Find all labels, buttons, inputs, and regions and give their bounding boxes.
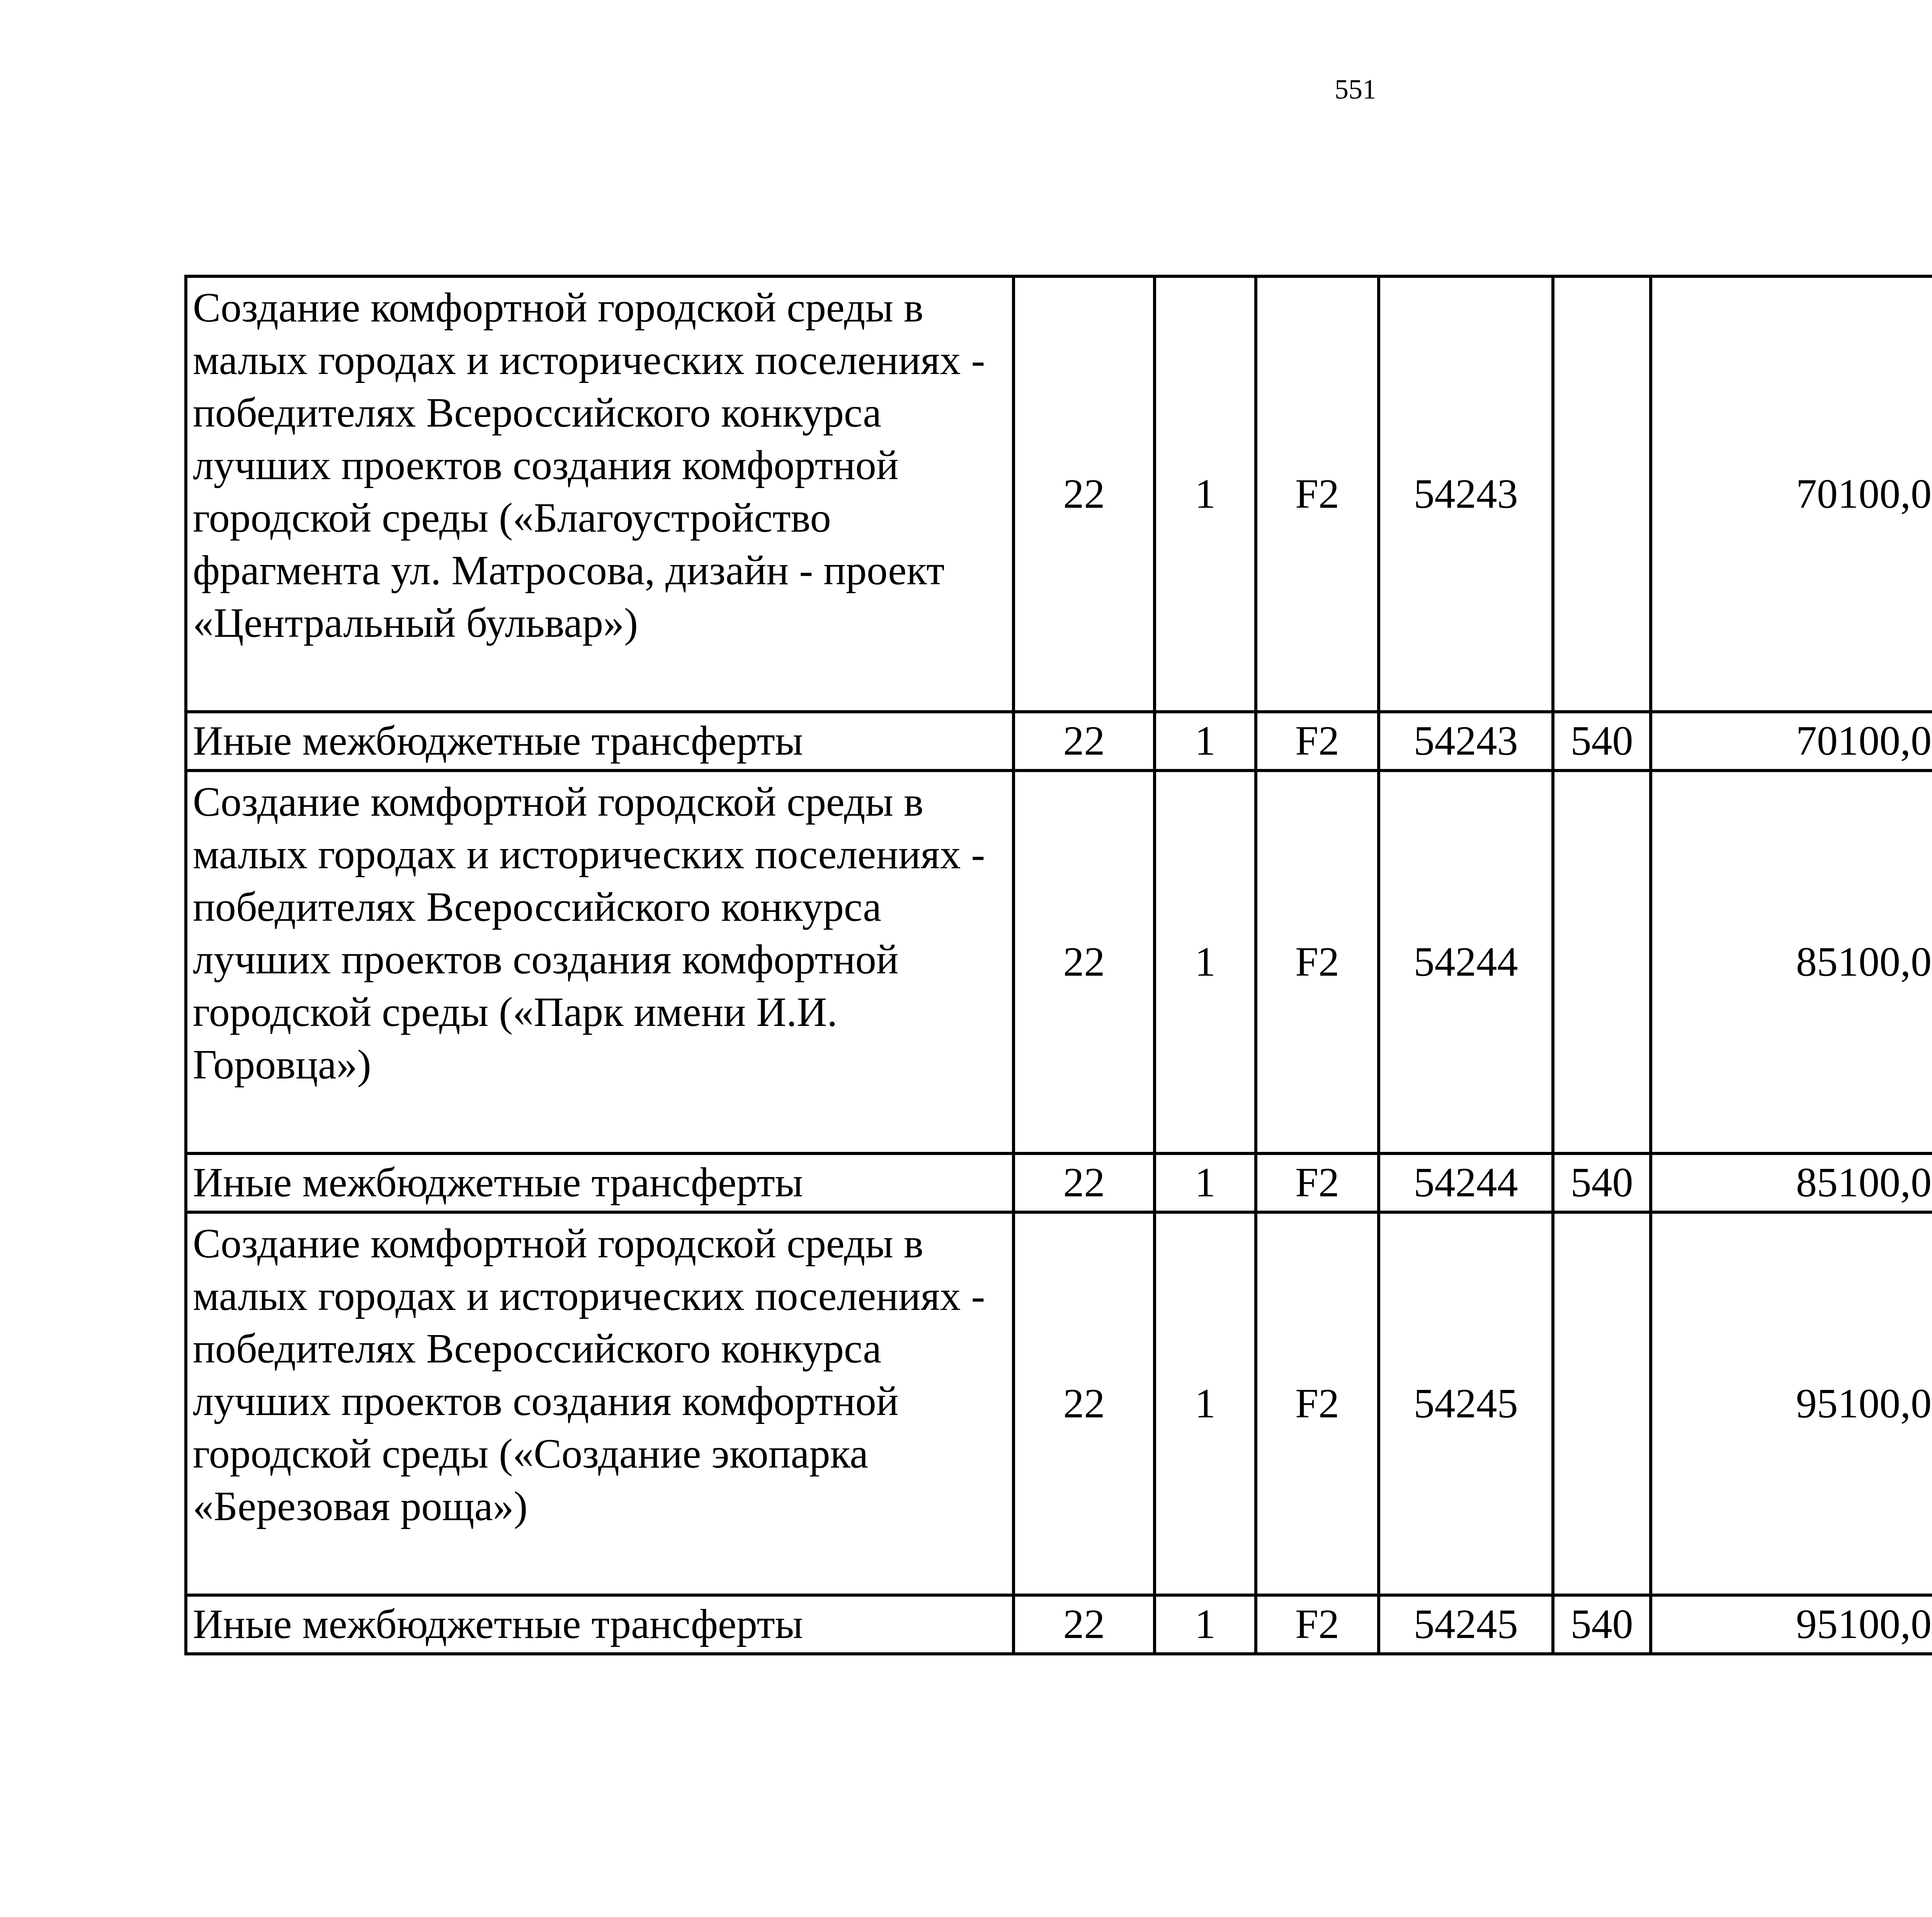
amount: 70100,0 xyxy=(1651,276,1932,712)
table-row xyxy=(186,1212,1932,1595)
chapter-code: 22 xyxy=(1014,712,1155,771)
row-name: Создание комфортной городской среды в малых городах и исторических поселениях - победителях Всероссийского конкурса лучших проектов создания комфортной городской среды («Парк имени И.И. Горовца») xyxy=(186,771,1014,1153)
expense-type-code: 540 xyxy=(1553,1153,1651,1212)
table-row xyxy=(186,1153,1932,1212)
amount: 95100,0 xyxy=(1651,1595,1932,1654)
expense-type-code: 540 xyxy=(1553,712,1651,771)
subprogram-code: 1 xyxy=(1155,712,1256,771)
subprogram-code: 1 xyxy=(1155,1153,1256,1212)
chapter-code: 22 xyxy=(1014,1153,1155,1212)
direction-code: 54244 xyxy=(1379,771,1553,1153)
direction-code: 54245 xyxy=(1379,1595,1553,1654)
project-code: F2 xyxy=(1256,712,1379,771)
chapter-code: 22 xyxy=(1014,276,1155,712)
direction-code: 54243 xyxy=(1379,276,1553,712)
row-name: Иные межбюджетные трансферты xyxy=(186,712,1014,771)
page-number: 551 xyxy=(1335,74,1376,105)
expense-type-code xyxy=(1553,1212,1651,1595)
project-code: F2 xyxy=(1256,1153,1379,1212)
direction-code: 54245 xyxy=(1379,1212,1553,1595)
table-row xyxy=(186,1595,1932,1654)
expense-type-code xyxy=(1553,771,1651,1153)
project-code: F2 xyxy=(1256,276,1379,712)
table-row xyxy=(186,771,1932,1153)
chapter-code: 22 xyxy=(1014,1595,1155,1654)
direction-code: 54244 xyxy=(1379,1153,1553,1212)
row-name: Иные межбюджетные трансферты xyxy=(186,1595,1014,1654)
chapter-code: 22 xyxy=(1014,1212,1155,1595)
subprogram-code: 1 xyxy=(1155,276,1256,712)
expense-type-code: 540 xyxy=(1553,1595,1651,1654)
amount: 85100,0 xyxy=(1651,1153,1932,1212)
direction-code: 54243 xyxy=(1379,712,1553,771)
row-name: Создание комфортной городской среды в малых городах и исторических поселениях - победителях Всероссийского конкурса лучших проектов создания комфортной городской среды («Создание экопарка «Березовая роща») xyxy=(186,1212,1014,1595)
amount: 70100,0 xyxy=(1651,712,1932,771)
table-row xyxy=(186,276,1932,712)
subprogram-code: 1 xyxy=(1155,1212,1256,1595)
chapter-code: 22 xyxy=(1014,771,1155,1153)
expense-type-code xyxy=(1553,276,1651,712)
amount: 85100,0 xyxy=(1651,771,1932,1153)
table-row xyxy=(186,712,1932,771)
project-code: F2 xyxy=(1256,1595,1379,1654)
subprogram-code: 1 xyxy=(1155,771,1256,1153)
amount: 95100,0 xyxy=(1651,1212,1932,1595)
budget-table xyxy=(184,275,1932,1655)
row-name: Иные межбюджетные трансферты xyxy=(186,1153,1014,1212)
row-name: Создание комфортной городской среды в малых городах и исторических поселениях - победителях Всероссийского конкурса лучших проектов создания комфортной городской среды («Благоустройство фрагмента ул. Матросова, дизайн - проект «Центральный бульвар») xyxy=(186,276,1014,712)
project-code: F2 xyxy=(1256,1212,1379,1595)
project-code: F2 xyxy=(1256,771,1379,1153)
subprogram-code: 1 xyxy=(1155,1595,1256,1654)
